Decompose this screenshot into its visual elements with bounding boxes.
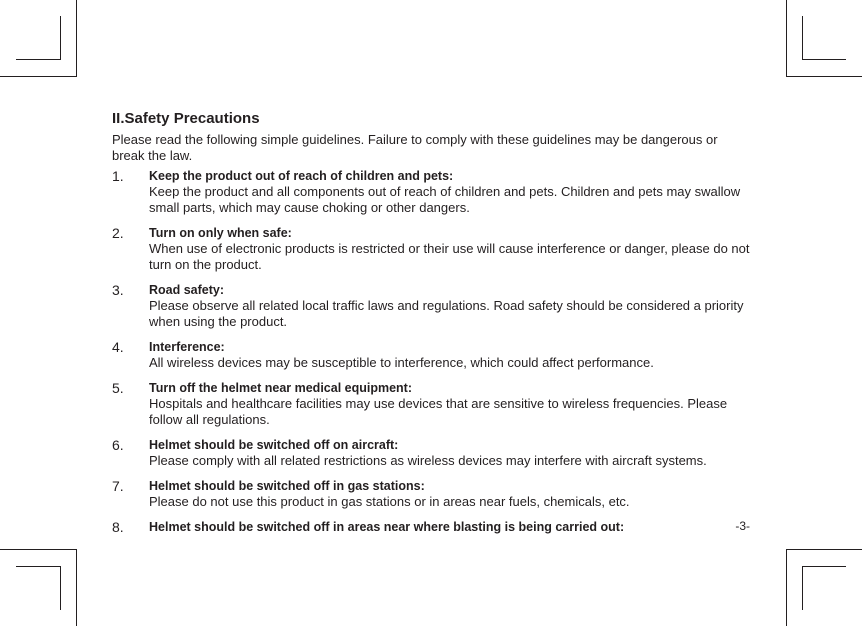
item-heading: Interference: [149, 340, 225, 354]
item-text: When use of electronic products is restricted or their use will cause interference or danger, please do not turn on the product. [149, 241, 750, 272]
item-heading: Turn on only when safe: [149, 226, 292, 240]
list-item [112, 437, 752, 469]
item-text: All wireless devices may be susceptible to interference, which could affect performance. [149, 355, 654, 370]
item-text: Please comply with all related restrictions as wireless devices may interfere with aircraft systems. [149, 453, 707, 468]
crop-mark [60, 566, 61, 610]
crop-mark [60, 16, 61, 60]
item-heading: Helmet should be switched off on aircraft: [149, 438, 399, 452]
item-heading: Turn off the helmet near medical equipment: [149, 381, 412, 395]
item-heading: Helmet should be switched off in gas stations: [149, 479, 425, 493]
crop-mark [802, 566, 803, 610]
list-item [112, 380, 752, 428]
item-number: 5. [112, 380, 124, 396]
section-title: II.Safety Precautions [112, 110, 260, 127]
item-number: 3. [112, 282, 124, 298]
intro-paragraph: Please read the following simple guidelines. Failure to comply with these guidelines may be dangerous or break the law. [112, 132, 718, 163]
crop-mark [0, 76, 77, 77]
list-item [112, 282, 752, 330]
list-item [112, 478, 752, 510]
item-number: 4. [112, 339, 124, 355]
crop-mark [0, 549, 77, 550]
list-item [112, 225, 752, 273]
page-number: -3- [735, 519, 750, 533]
crop-mark [802, 566, 846, 567]
crop-mark [16, 566, 60, 567]
item-number: 1. [112, 168, 124, 184]
crop-mark [76, 0, 77, 76]
list-item [112, 339, 752, 371]
crop-mark [786, 76, 862, 77]
item-heading: Road safety: [149, 283, 225, 297]
item-text: Please observe all related local traffic laws and regulations. Road safety should be considered a priority when using the product. [149, 298, 744, 329]
list-item [112, 168, 752, 216]
safety-section [112, 110, 752, 544]
crop-mark [16, 59, 60, 60]
crop-mark [786, 549, 787, 626]
crop-mark [802, 59, 846, 60]
item-number: 2. [112, 225, 124, 241]
item-text: Please do not use this product in gas stations or in areas near fuels, chemicals, etc. [149, 494, 630, 509]
item-heading: Keep the product out of reach of children and pets: [149, 169, 454, 183]
item-text: Keep the product and all components out of reach of children and pets. Children and pets may swallow small parts, which may cause choking or other dangers. [149, 184, 741, 215]
item-number: 7. [112, 478, 124, 494]
crop-mark [76, 549, 77, 626]
crop-mark [786, 0, 787, 76]
item-text: Hospitals and healthcare facilities may use devices that are sensitive to wireless frequencies. Please follow all regulations. [149, 396, 728, 427]
list-item [112, 519, 752, 535]
crop-mark [786, 549, 862, 550]
item-heading: Helmet should be switched off in areas near where blasting is being carried out: [149, 520, 625, 534]
item-number: 8. [112, 519, 124, 535]
item-number: 6. [112, 437, 124, 453]
crop-mark [802, 16, 803, 60]
